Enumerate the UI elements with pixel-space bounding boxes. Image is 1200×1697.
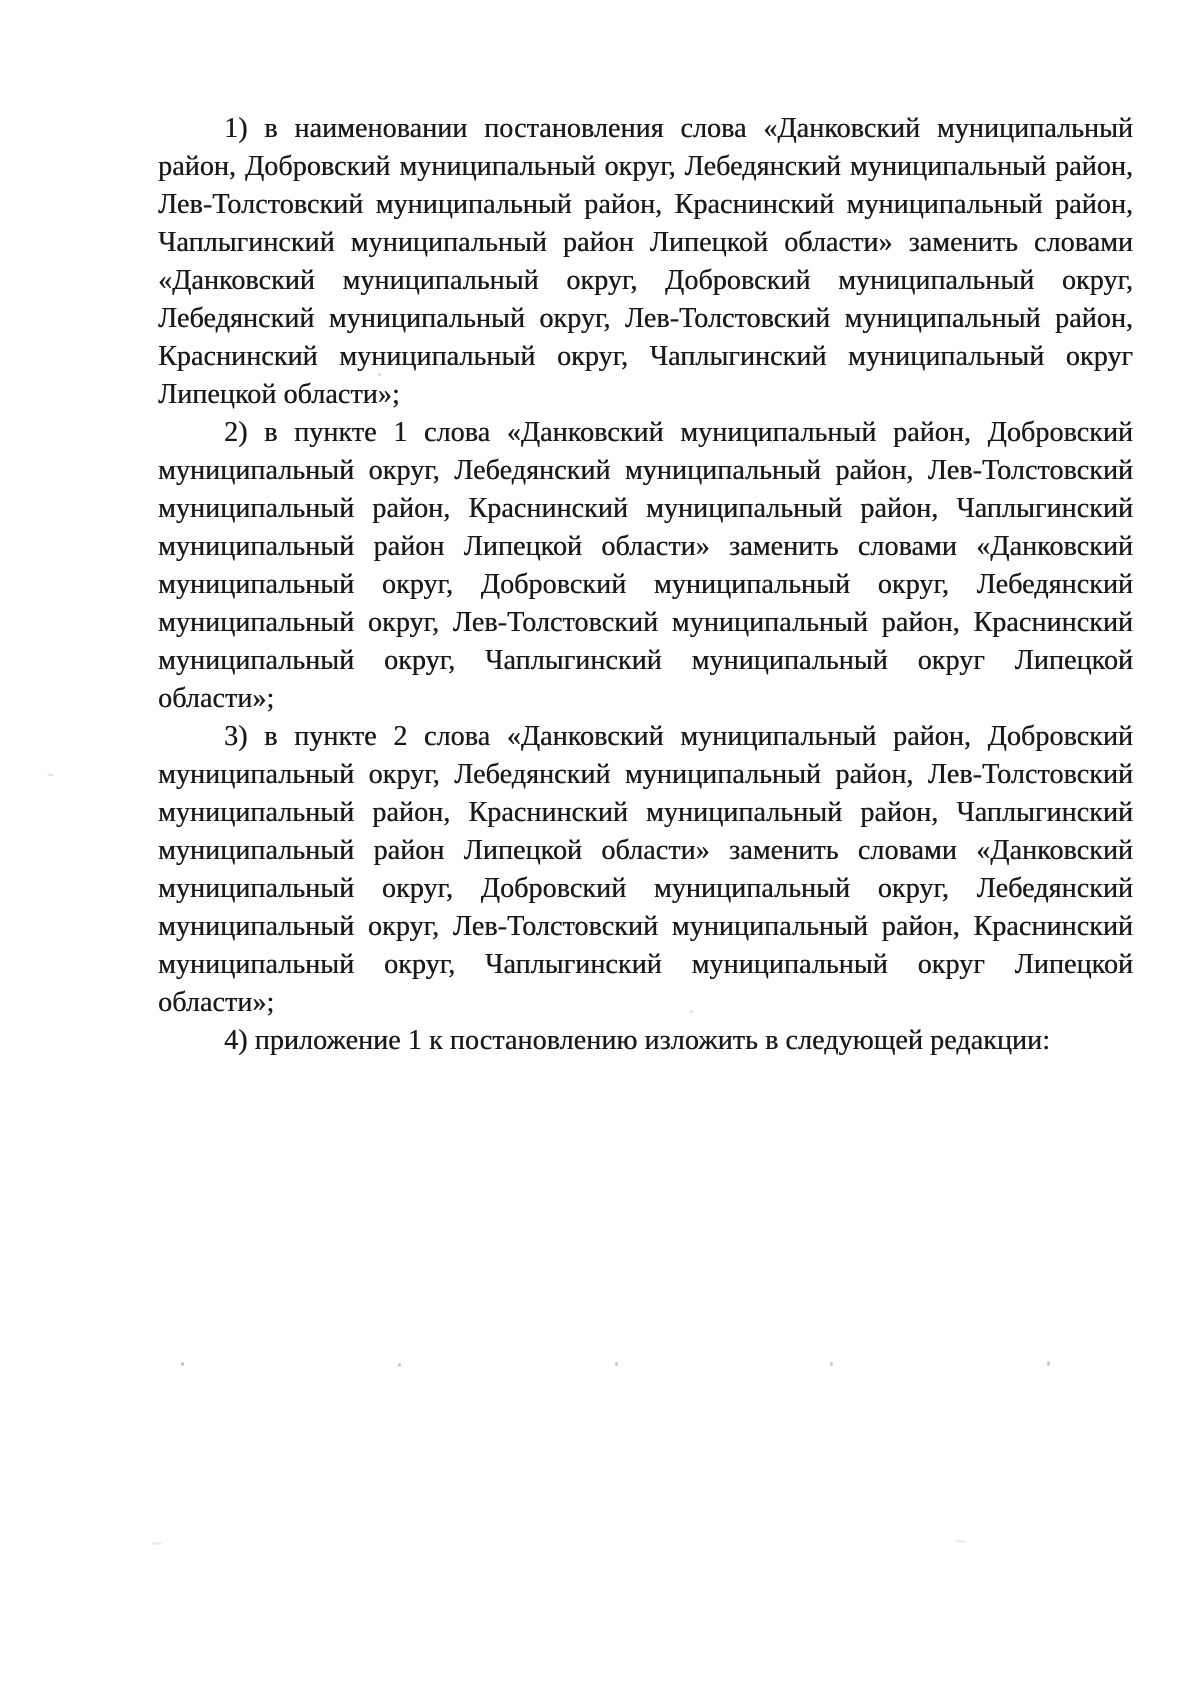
text-line: муниципальный округ, Лев-Толстовский муниципальный район, Краснинский xyxy=(158,607,1133,638)
scan-speck xyxy=(181,1362,184,1366)
scan-speck xyxy=(830,1362,833,1366)
text-line: муниципальный район, Краснинский муниципальный район, Чаплыгинский xyxy=(158,797,1133,828)
text-line: Чаплыгинский муниципальный район Липецкой области» заменить словами xyxy=(158,227,1133,258)
text-line: муниципальный район Липецкой области» заменить словами «Данковский xyxy=(158,531,1133,562)
text-line: муниципальный округ, Лебедянский муниципальный район, Лев-Толстовский xyxy=(158,759,1133,790)
text-line: Липецкой области»; xyxy=(158,379,400,410)
document-text xyxy=(158,110,1133,1060)
paragraph-1 xyxy=(158,110,1133,414)
text-line: муниципальный округ, Чаплыгинский муниципальный округ Липецкой xyxy=(158,645,1133,676)
text-line: муниципальный район, Краснинский муниципальный район, Чаплыгинский xyxy=(158,493,1133,524)
text-line: 4) приложение 1 к постановлению изложить в следующей редакции: xyxy=(224,1025,1050,1056)
text-line: муниципальный район Липецкой области» заменить словами «Данковский xyxy=(158,835,1133,866)
scan-speck xyxy=(47,774,54,776)
paragraph-3 xyxy=(158,718,1133,1022)
scan-speck xyxy=(615,1362,618,1366)
text-line: Краснинский муниципальный округ, Чаплыгинский муниципальный округ xyxy=(158,341,1133,372)
scan-speck xyxy=(1047,1361,1050,1366)
text-line: муниципальный округ, Добровский муниципальный округ, Лебедянский xyxy=(158,873,1133,904)
text-line: «Данковский муниципальный округ, Добровский муниципальный округ, xyxy=(158,265,1133,296)
text-line: 3) в пункте 2 слова «Данковский муниципальный район, Добровский xyxy=(224,721,1133,752)
scan-speck xyxy=(690,1010,693,1013)
text-line: Лев-Толстовский муниципальный район, Краснинский муниципальный район, xyxy=(158,189,1133,220)
scan-speck xyxy=(378,373,381,376)
scan-speck xyxy=(955,1540,967,1543)
scan-speck xyxy=(152,1542,162,1545)
scan-speck xyxy=(398,1363,401,1367)
text-line: Лебедянский муниципальный округ, Лев-Толстовский муниципальный район, xyxy=(158,303,1133,334)
text-line: муниципальный округ, Добровский муниципальный округ, Лебедянский xyxy=(158,569,1133,600)
text-line: муниципальный округ, Лебедянский муниципальный район, Лев-Толстовский xyxy=(158,455,1133,486)
text-line: муниципальный округ, Лев-Толстовский муниципальный район, Краснинский xyxy=(158,911,1133,942)
text-line: 1) в наименовании постановления слова «Данковский муниципальный xyxy=(224,113,1133,144)
paragraph-2 xyxy=(158,414,1133,718)
text-line: области»; xyxy=(158,683,275,714)
paragraph-4 xyxy=(158,1022,1133,1060)
text-line: области»; xyxy=(158,987,275,1018)
text-line: муниципальный округ, Чаплыгинский муниципальный округ Липецкой xyxy=(158,949,1133,980)
text-line: район, Добровский муниципальный округ, Лебедянский муниципальный район, xyxy=(158,151,1133,182)
text-line: 2) в пункте 1 слова «Данковский муниципальный район, Добровский xyxy=(224,417,1133,448)
